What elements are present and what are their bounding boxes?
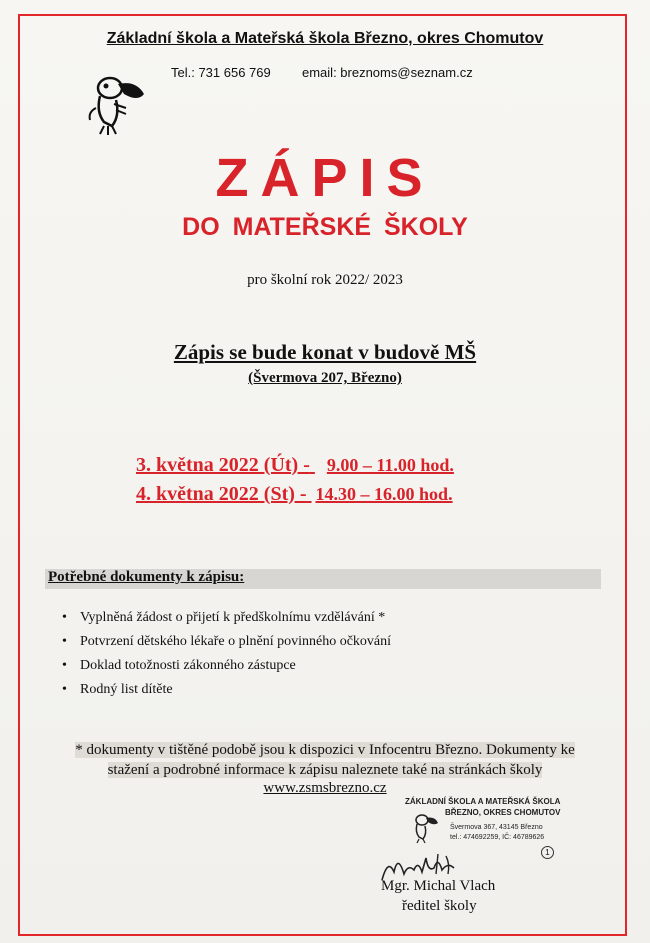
note-line-2: stažení a podrobné informace k zápisu naleznete také na stránkách školy <box>107 762 543 778</box>
stamp-line-2: BŘEZNO, OKRES CHOMUTOV <box>445 808 561 817</box>
bullet-icon: • <box>62 682 67 697</box>
school-year-text: pro školní rok 2022/ 2023 <box>247 272 403 288</box>
time-label: 14.30 – 16.00 hod. <box>315 484 453 504</box>
stamp-line-4: tel.: 474692259, IČ: 46789626 <box>450 834 545 841</box>
main-subtitle: DO MATEŘSKÉ ŠKOLY <box>182 213 468 241</box>
stamp-mascot-icon <box>406 810 440 844</box>
email-text: email: breznoms@seznam.cz <box>302 65 473 80</box>
stamp-number: 1 <box>541 846 554 859</box>
list-item-text: Rodný list dítěte <box>80 682 173 697</box>
list-item-text: Potvrzení dětského lékaře o plnění povinného očkování <box>80 634 392 649</box>
documents-heading: Potřebné dokumenty k zápisu: <box>48 569 245 585</box>
bullet-icon: • <box>62 658 67 673</box>
list-item <box>62 606 391 630</box>
school-website-link[interactable]: www.zsmsbrezno.cz <box>263 780 387 796</box>
list-item-text: Vyplněná žádost o přijetí k předškolnímu vzdělávání * <box>80 610 386 625</box>
documents-list <box>62 606 391 702</box>
enrollment-place: Zápis se bude konat v budově MŠ <box>173 340 477 364</box>
stamp-line-3: Švermova 367, 43145 Březno <box>450 824 543 831</box>
list-item <box>62 630 391 654</box>
main-title: ZÁPIS <box>215 148 435 208</box>
date-label: 3. května 2022 (Út) - <box>136 454 310 476</box>
time-label: 9.00 – 11.00 hod. <box>326 455 454 475</box>
list-item <box>62 654 391 678</box>
enrollment-address: (Švermova 207, Březno) <box>248 370 402 386</box>
stamp-line-1: ZÁKLADNÍ ŠKOLA A MATEŘSKÁ ŠKOLA <box>405 797 561 806</box>
note-line-1: * dokumenty v tištěné podobě jsou k dispozici v Infocentru Březno. Dokumenty ke <box>75 742 575 758</box>
phone-text: Tel.: 731 656 769 <box>171 65 271 80</box>
bullet-icon: • <box>62 634 67 649</box>
school-name: Základní škola a Mateřská škola Březno, okres Chomutov <box>106 30 544 47</box>
bullet-icon: • <box>62 610 67 625</box>
signer-role: ředitel školy <box>402 898 477 914</box>
signer-name: Mgr. Michal Vlach <box>381 878 496 894</box>
list-item-text: Doklad totožnosti zákonného zástupce <box>80 658 296 673</box>
enrollment-date-1 <box>136 454 454 477</box>
enrollment-date-2 <box>136 483 453 506</box>
list-item <box>62 678 391 702</box>
documents-note <box>45 740 605 780</box>
date-label: 4. května 2022 (St) - <box>136 483 307 505</box>
school-mascot-logo <box>78 68 148 138</box>
